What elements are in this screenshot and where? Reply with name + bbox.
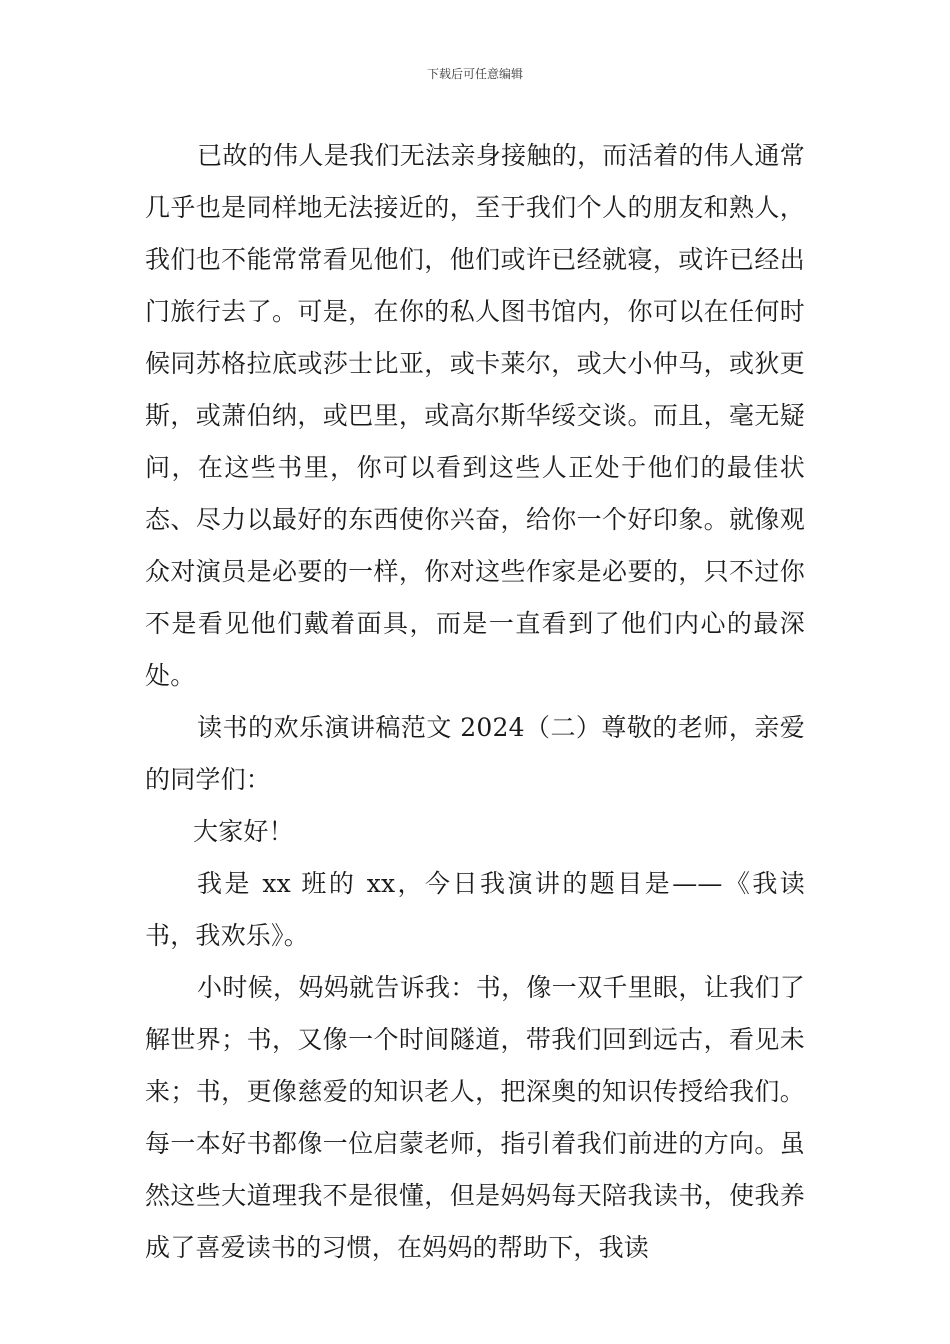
paragraph-greeting: 大家好！ [193, 817, 294, 846]
page-header-note: 下载后可任意编辑 [426, 67, 523, 81]
paragraph-great-authors: 已故的伟人是我们无法亲身接触的，而活着的伟人通常几乎也是同样地无法接近的，至于我们个人的朋友和熟人，我们也不能常常看见他们，他们或许已经就寝，或许已经出门旅行去了。可是，在你的私人图书馆内，你可以在任何时候同苏格拉底或莎士比亚，或卡莱尔，或大小仲马，或狄更斯，或萧伯纳，或巴里，或高尔斯华绥交谈。而且，毫无疑问，在这些书里，你可以看到这些人正处于他们的最佳状态、尽力以最好的东西使你兴奋，给你一个好印象。就像观众对演员是必要的一样，你对这些作家是必要的，只不过你不是看见他们戴着面具，而是一直看到了他们内心的最深处。 [145, 141, 805, 690]
paragraph-speech-title: 读书的欢乐演讲稿范文 2024（二）尊敬的老师，亲爱的同学们： [145, 713, 805, 794]
paragraph-introduction: 我是 xx 班的 xx，今日我演讲的题目是——《我读书，我欢乐》。 [145, 869, 805, 950]
document-body [145, 130, 805, 1274]
paragraph-childhood: 小时候，妈妈就告诉我：书，像一双千里眼，让我们了解世界；书，又像一个时间隧道，带我们回到远古，看见未来；书，更像慈爱的知识老人，把深奥的知识传授给我们。每一本好书都像一位启蒙老师，指引着我们前进的方向。虽然这些大道理我不是很懂，但是妈妈每天陪我读书，使我养成了喜爱读书的习惯，在妈妈的帮助下，我读 [145, 973, 805, 1262]
